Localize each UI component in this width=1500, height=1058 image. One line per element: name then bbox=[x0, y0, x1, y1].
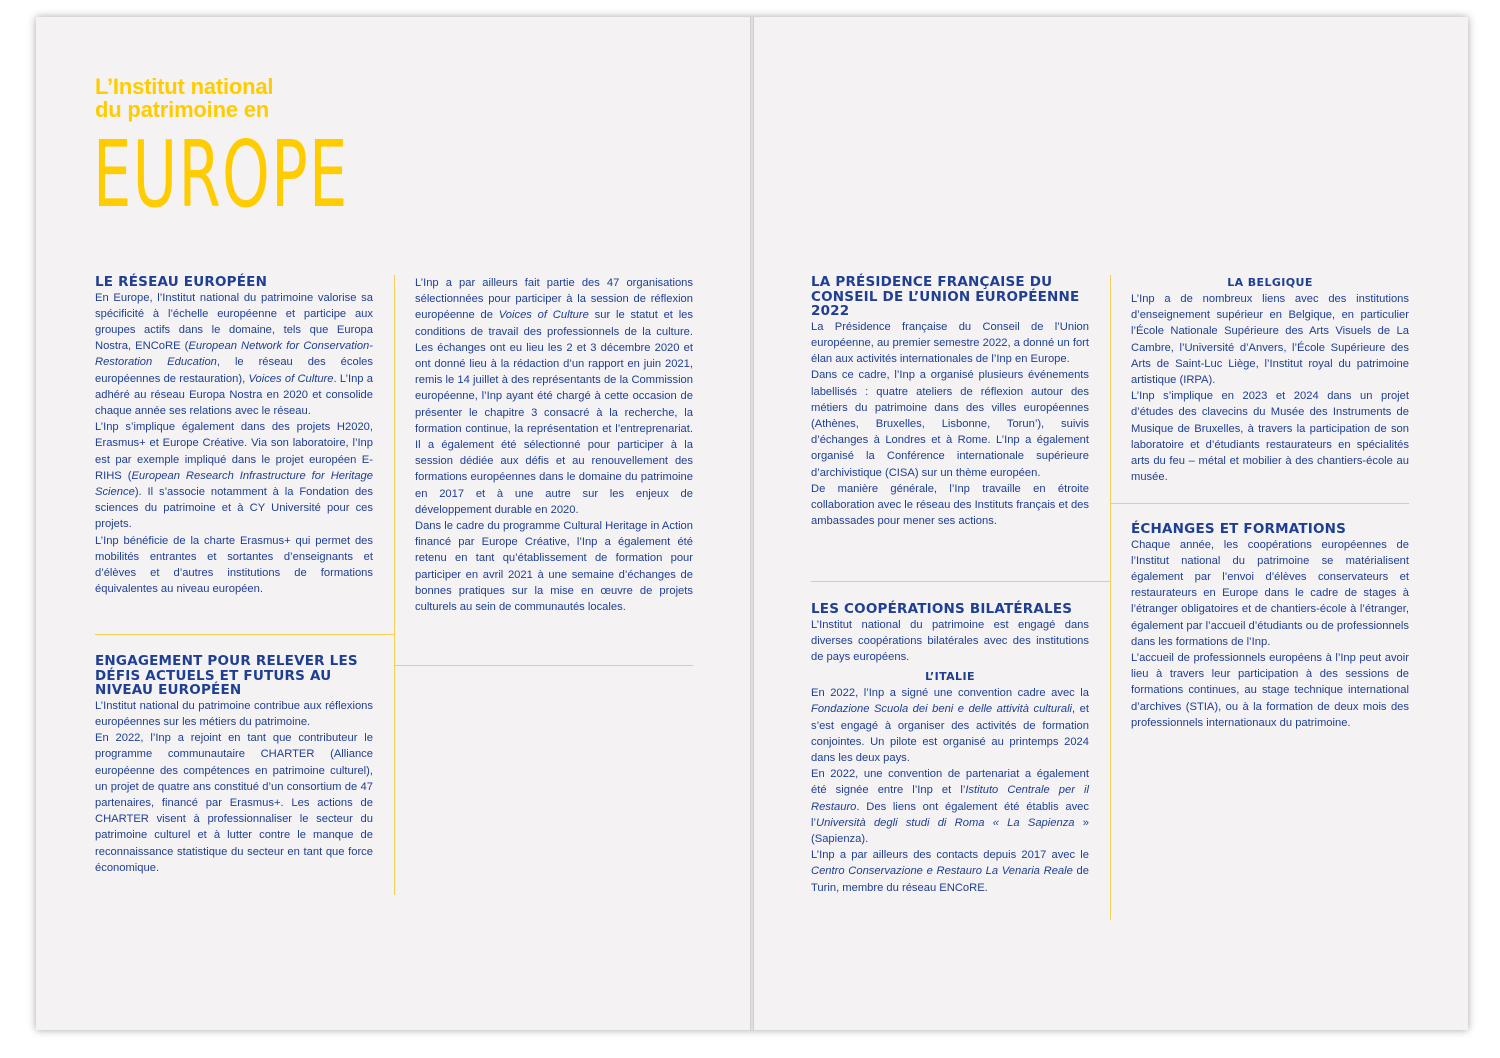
divider-col1 bbox=[95, 634, 394, 635]
italic-text: Università degli studi di Roma « La Sapienza bbox=[815, 816, 1075, 829]
paragraph: L’Inp bénéficie de la charte Erasmus+ qui permet des mobilités entrantes et sortantes d’enseignants et d’élèves et d’autres institutions de formations équivalentes au niveau européen. bbox=[95, 534, 373, 596]
column-1b bbox=[95, 654, 373, 876]
italic-text: Fondazione Scuola dei beni e delle attività culturali bbox=[811, 703, 1073, 716]
title-kicker bbox=[95, 75, 273, 121]
section-voices-body bbox=[415, 275, 693, 615]
section-echanges-body bbox=[1131, 537, 1409, 731]
paragraph: En 2022, une convention de partenariat a également été signée entre l’Inp et l’Istituto Centrale per il Restauro. Des liens ont également été établis avec l’Università degli studi di Roma « La Sapienza » (Sapienza). bbox=[811, 768, 1089, 846]
section-italie-body bbox=[811, 685, 1089, 896]
section-presidence-body bbox=[811, 319, 1089, 530]
title-europe: EUROPE bbox=[93, 121, 349, 228]
divider-col3 bbox=[811, 581, 1110, 582]
heading-presidence: LA PRÉSIDENCE FRANÇAISE DU CONSEIL DE L’UNION EUROPÉENNE 2022 bbox=[811, 274, 1080, 320]
column-4 bbox=[1131, 275, 1409, 485]
paragraph: L’Inp s’implique également dans des projets H2020, Erasmus+ et Europe Créative. Via son laboratoire, l’Inp est par exemple impliqué dans le projet européen E-RIHS (European Research Infrastructure for Heritage Science). Il s’associe notamment à la Fondation des sciences du patrimoine et à CY Université pour ces projets. bbox=[95, 421, 373, 531]
title-line-2: du patrimoine en bbox=[95, 97, 270, 122]
paragraph: En 2022, l’Inp a rejoint en tant que contributeur le programme communautaire CHARTER (Alliance européenne des compétences en patrimoine culturel), un projet de quatre ans constitué d’un consortium de 47 partenaires, financé par Erasmus+. Les actions de CHARTER visent à professionnaliser le secteur du patrimoine culturel et à lutter contre le manque de reconnaissance statistique du secteur en tant que force économique. bbox=[95, 732, 373, 874]
italic-text: Centro Conservazione e Restauro La Venaria Reale bbox=[811, 865, 1073, 878]
divider-col4 bbox=[1110, 503, 1409, 504]
page-fold bbox=[750, 17, 754, 1030]
paragraph: L’Inp s’implique en 2023 et 2024 dans un projet d’études des clavecins du Musée des Instruments de Musique de Bruxelles, à travers la participation de son laboratoire et d’étudiants restaurateurs en spécialités arts du feu – métal et mobilier à des chantiers-école au musée. bbox=[1131, 390, 1409, 484]
divider-col2 bbox=[394, 665, 693, 666]
column-1 bbox=[95, 275, 373, 597]
heading-echanges: ÉCHANGES ET FORMATIONS bbox=[1131, 521, 1347, 537]
italic-text: Voices of Culture bbox=[498, 309, 589, 322]
paragraph: L’Institut national du patrimoine est engagé dans diverses coopérations bilatérales avec des institutions de pays européens. bbox=[811, 618, 1089, 663]
paragraph: En Europe, l’Institut national du patrimoine valorise sa spécificité à l’échelle européenne et participe aux groupes actifs dans le domaine, tels que Europa Nostra, ENCoRE (European Network for Conservation-Restoration Education, le réseau des écoles européennes de restauration), Voices of Culture. L’Inp a adhéré au réseau Europa Nostra en 2020 et consolide chaque année ses relations avec le réseau. bbox=[95, 291, 374, 418]
column-3b bbox=[811, 602, 1089, 896]
paragraph: Dans ce cadre, l’Inp a organisé plusieurs événements labellisés : quatre ateliers de réflexion autour des métiers du patrimoine dans des villes européennes (Athènes, Bruxelles, Lisbonne, Torun’), suivis d’échanges à Londres et à Rome. L’Inp a également organisé la Conférence internationale supérieure d’archivistique (CISA) sur un thème européen. bbox=[811, 369, 1089, 479]
italic-text: Istituto Centrale per il Restauro bbox=[811, 784, 1089, 813]
paragraph: L’Institut national du patrimoine contribue aux réflexions européennes sur les métiers du patrimoine. bbox=[95, 699, 373, 728]
paragraph: En 2022, l’Inp a signé une convention cadre avec la Fondazione Scuola dei beni e delle attività culturali, et s’est engagé à organiser des activités de formation conjointes. Un pilote est organisé au printemps 2024 dans les deux pays. bbox=[811, 687, 1089, 765]
section-reseau-europeen-body bbox=[95, 290, 373, 598]
paragraph: Dans le cadre du programme Cultural Heritage in Action financé par Europe Créative, l’Inp a également été retenu en tant qu’établissement de formation pour participer en avril 2021 à une semaine d’échanges de bonnes pratiques sur la mise en œuvre de projets culturels au sein de communautés locales. bbox=[415, 520, 693, 614]
paragraph: L’accueil de professionnels européens à l’Inp peut avoir lieu à travers leur participation à des sessions de formations continues, au stage technique international d’archives (STIA), ou à la formation de deux mois des professionnels internationaux du patrimoine. bbox=[1131, 652, 1409, 729]
heading-cooperations: LES COOPÉRATIONS BILATÉRALES bbox=[811, 601, 1073, 617]
heading-belgique: LA BELGIQUE bbox=[1227, 276, 1313, 289]
column-3 bbox=[811, 275, 1089, 529]
paragraph: De manière générale, l’Inp travaille en étroite collaboration avec le réseau des Instituts français et des ambassades pour mener ses actions. bbox=[811, 482, 1089, 528]
paragraph: L’Inp a de nombreux liens avec des institutions d’enseignement supérieur en Belgique, en particulier l’École Nationale Supérieure des Arts Visuels de La Cambre, l’Université d’Anvers, l’École Supérieure des Arts de Saint-Luc Liège, l’Institut royal du patrimoine artistique (IRPA). bbox=[1131, 293, 1409, 387]
paragraph: L’Inp a par ailleurs des contacts depuis 2017 avec le Centro Conservazione e Restauro La Venaria Reale de Turin, membre du réseau ENCoRE. bbox=[811, 849, 1089, 894]
italic-text: Voices of Culture bbox=[248, 372, 334, 385]
column-rule-2 bbox=[1110, 275, 1111, 920]
italic-text: European Research Infrastructure for Heritage Science bbox=[95, 469, 373, 499]
paragraph: L’Inp a par ailleurs fait partie des 47 organisations sélectionnées pour participer à la session de réflexion européenne de Voices of Culture sur le statut et les conditions de travail des professionnels de la culture. Les échanges ont eu lieu les 2 et 3 décembre 2020 et ont donné lieu à la rédaction d’un rapport en juin 2021, remis le 14 juillet à des représentants de la Commission européenne, l’Inp ayant été chargé à cette occasion de présenter le chapitre 3 consacré à la recherche, la formation continue, la représentation et l’entreprenariat. Il a également été sélectionné pour participer à la session dédiée aux défis et au renouvellement des formations européennes dans le domaine du patrimoine en 2017 et à une autre sur les enjeux de développement durable en 2020. bbox=[415, 277, 693, 516]
column-2 bbox=[415, 275, 693, 615]
section-belgique-body bbox=[1131, 291, 1409, 485]
section-engagement-body bbox=[95, 698, 373, 876]
italic-text: European Network for Conservation-Restoration Education bbox=[95, 340, 373, 369]
column-4b bbox=[1131, 522, 1409, 731]
section-cooperations-intro bbox=[811, 617, 1089, 666]
brochure-spread bbox=[36, 17, 1468, 1030]
heading-reseau-europeen: LE RÉSEAU EUROPÉEN bbox=[95, 274, 268, 290]
column-rule-1 bbox=[394, 275, 395, 895]
paragraph: La Présidence française du Conseil de l’Union européenne, au premier semestre 2022, a donné un fort élan aux activités internationales de l’Inp en Europe. bbox=[811, 320, 1090, 366]
heading-italie: L’ITALIE bbox=[925, 670, 975, 684]
heading-engagement: ENGAGEMENT POUR RELEVER LES DÉFIS ACTUELS ET FUTURS AU NIVEAU EUROPÉEN bbox=[95, 653, 358, 699]
paragraph: Chaque année, les coopérations européennes de l’Institut national du patrimoine se matérialisent également par l’envoi d’élèves conservateurs et restaurateurs en Europe dans le cadre de stages à l’étranger obligatoires et de chantiers-école à l’étranger, également par l’accueil d’étudiants ou de professionnels dans les formations de l’Inp. bbox=[1131, 538, 1409, 648]
title-line-1: L’Institut national bbox=[95, 74, 274, 99]
